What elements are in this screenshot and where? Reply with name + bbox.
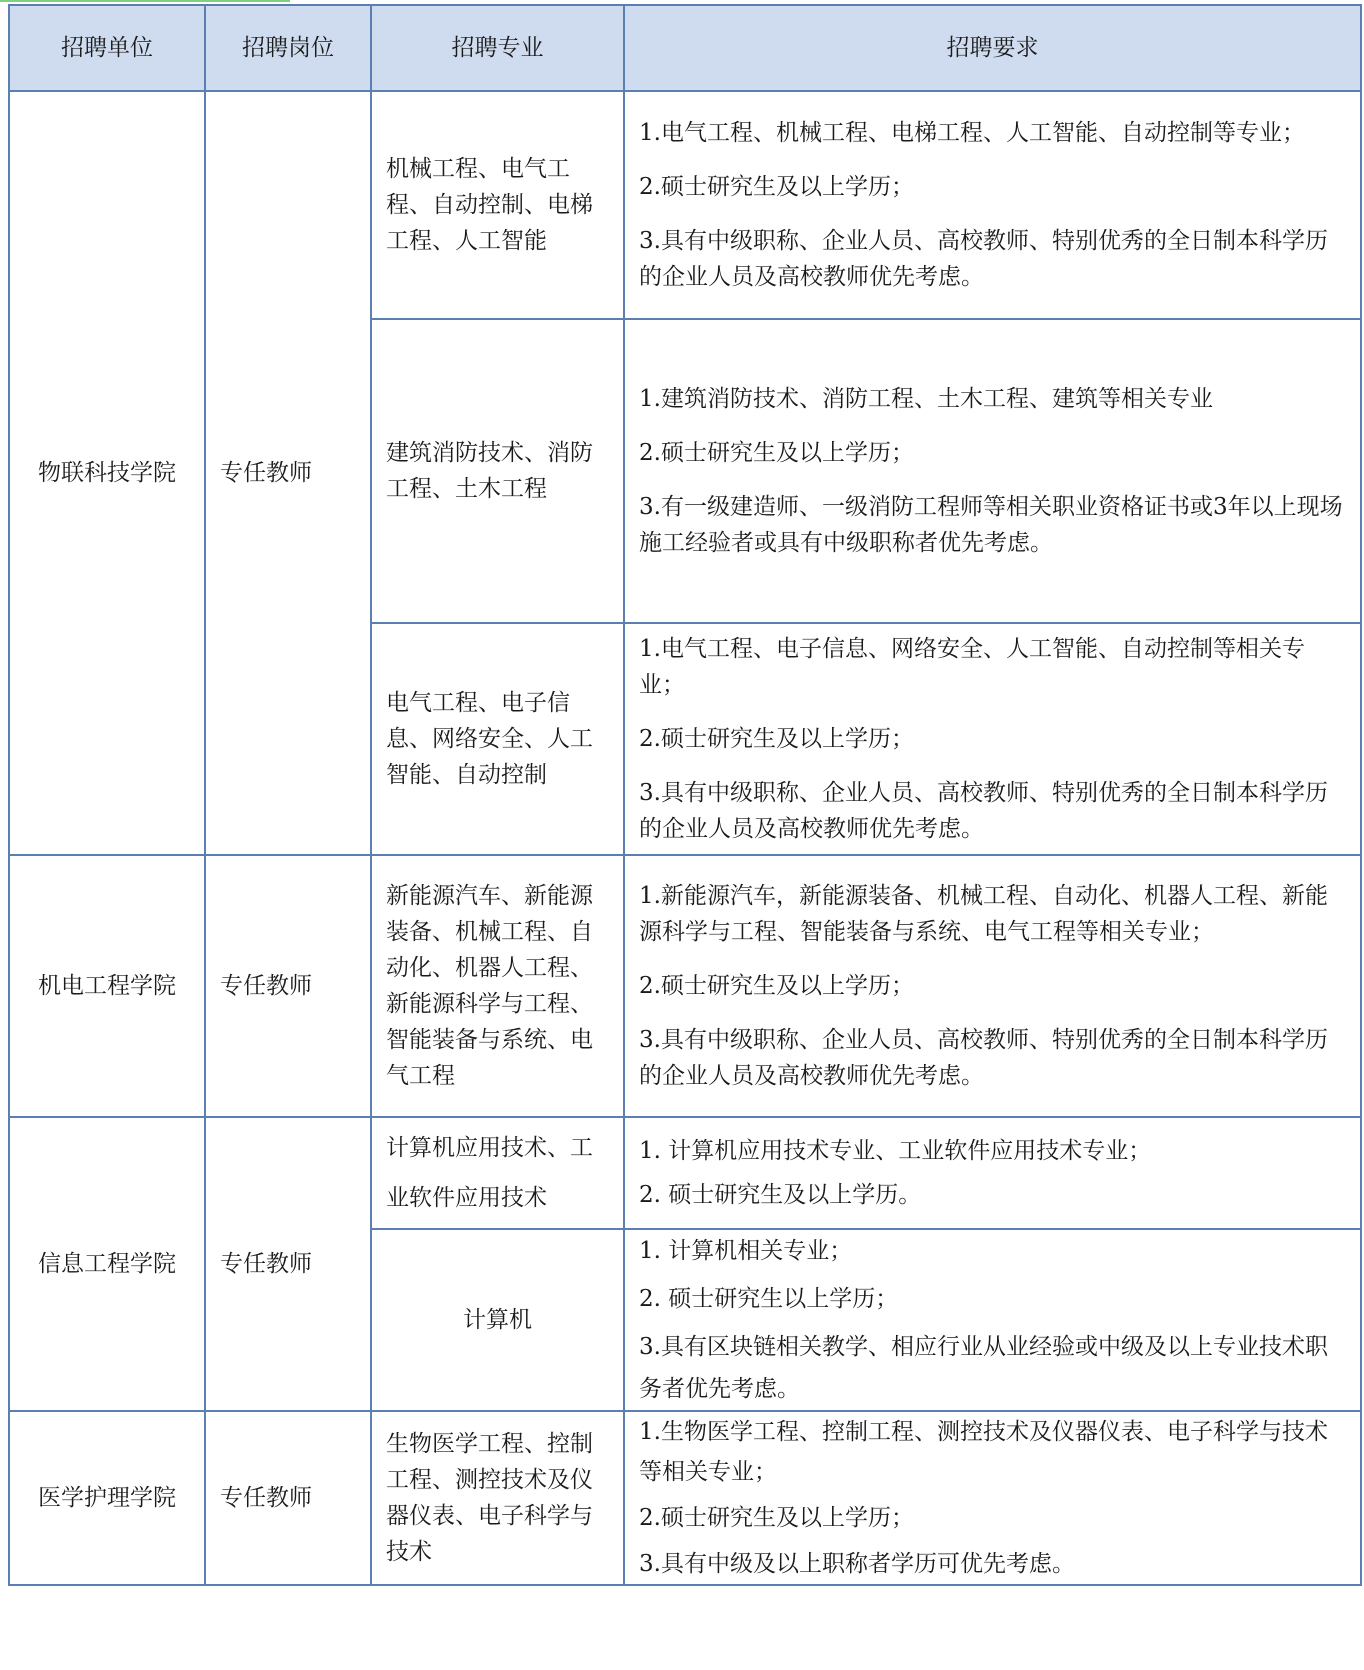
header-post: 招聘岗位 [205,5,371,91]
unit-cell: 物联科技学院 [9,91,205,855]
recruitment-table [8,4,1362,1586]
table-row [9,1117,1361,1229]
requirement-item: 2.硕士研究生及以上学历； [639,973,914,999]
unit-cell: 机电工程学院 [9,855,205,1117]
requirements-cell [624,319,1361,623]
requirement-item: 3.具有区块链相关教学、相应行业从业经验或中级及以上专业技术职务者优先考虑。 [639,1334,1328,1402]
header-major: 招聘专业 [371,5,624,91]
header-row [9,5,1361,91]
requirements-cell [624,855,1361,1117]
major-cell [371,1117,624,1229]
major-cell [371,1229,624,1411]
major-text: 新能源汽车、新能源装备、机械工程、自动化、机器人工程、新能源科学与工程、智能装备与系统、电气工程 [386,883,593,1089]
table-row [9,855,1361,1117]
top-accent-line [0,0,290,2]
requirement-item: 1.生物医学工程、控制工程、测控技术及仪器仪表、电子科学与技术等相关专业； [639,1419,1328,1485]
unit-cell: 医学护理学院 [9,1411,205,1585]
requirement-item: 3.具有中级及以上职称者学历可优先考虑。 [639,1551,1075,1577]
major-text: 机械工程、电气工程、自动控制、电梯工程、人工智能 [386,156,593,254]
requirement-item: 1.电气工程、机械工程、电梯工程、人工智能、自动控制等专业； [639,120,1305,146]
header-unit: 招聘单位 [9,5,205,91]
post-cell: 专任教师 [205,91,371,855]
requirement-item: 3.具有中级职称、企业人员、高校教师、特别优秀的全日制本科学历的企业人员及高校教师优先考虑。 [639,228,1328,290]
requirement-item: 1.电气工程、电子信息、网络安全、人工智能、自动控制等相关专业； [639,636,1305,698]
requirements-cell [624,1229,1361,1411]
major-text: 计算机应用技术、工业软件应用技术 [386,1135,593,1211]
requirements-cell [624,91,1361,319]
post-cell: 专任教师 [205,855,371,1117]
requirement-item: 3.具有中级职称、企业人员、高校教师、特别优秀的全日制本科学历的企业人员及高校教师优先考虑。 [639,1027,1328,1089]
major-cell [371,623,624,855]
requirement-item: 3.有一级建造师、一级消防工程师等相关职业资格证书或3年以上现场施工经验者或具有中级职称者优先考虑。 [639,494,1343,556]
major-cell [371,1411,624,1585]
requirement-item: 1.建筑消防技术、消防工程、土木工程、建筑等相关专业 [639,386,1213,412]
requirement-item: 2.硕士研究生及以上学历； [639,1505,914,1531]
requirement-item: 1.新能源汽车，新能源装备、机械工程、自动化、机器人工程、新能源科学与工程、智能装备与系统、电气工程等相关专业； [639,883,1328,945]
requirements-cell [624,1117,1361,1229]
major-text: 建筑消防技术、消防工程、土木工程 [386,440,593,502]
table-row [9,91,1361,319]
requirements-cell [624,623,1361,855]
header-requirements: 招聘要求 [624,5,1361,91]
requirement-item: 2.硕士研究生及以上学历； [639,174,914,200]
requirement-item: 2.硕士研究生及以上学历； [639,726,914,752]
requirement-item: 2. 硕士研究生以上学历； [639,1286,899,1312]
table-row [9,1411,1361,1585]
unit-cell: 信息工程学院 [9,1117,205,1411]
requirement-item: 3.具有中级职称、企业人员、高校教师、特别优秀的全日制本科学历的企业人员及高校教师优先考虑。 [639,780,1328,842]
requirement-item: 2. 硕士研究生及以上学历。 [639,1182,922,1208]
major-cell [371,91,624,319]
major-text: 生物医学工程、控制工程、测控技术及仪器仪表、电子科学与技术 [386,1431,593,1565]
major-text: 电气工程、电子信息、网络安全、人工智能、自动控制 [386,690,593,788]
major-cell [371,855,624,1117]
requirement-item: 2.硕士研究生及以上学历； [639,440,914,466]
requirement-item: 1. 计算机相关专业； [639,1238,853,1264]
post-cell: 专任教师 [205,1117,371,1411]
major-cell [371,319,624,623]
requirements-cell [624,1411,1361,1585]
requirement-item: 1. 计算机应用技术专业、工业软件应用技术专业； [639,1138,1152,1164]
major-text: 计算机 [463,1307,532,1333]
post-cell: 专任教师 [205,1411,371,1585]
